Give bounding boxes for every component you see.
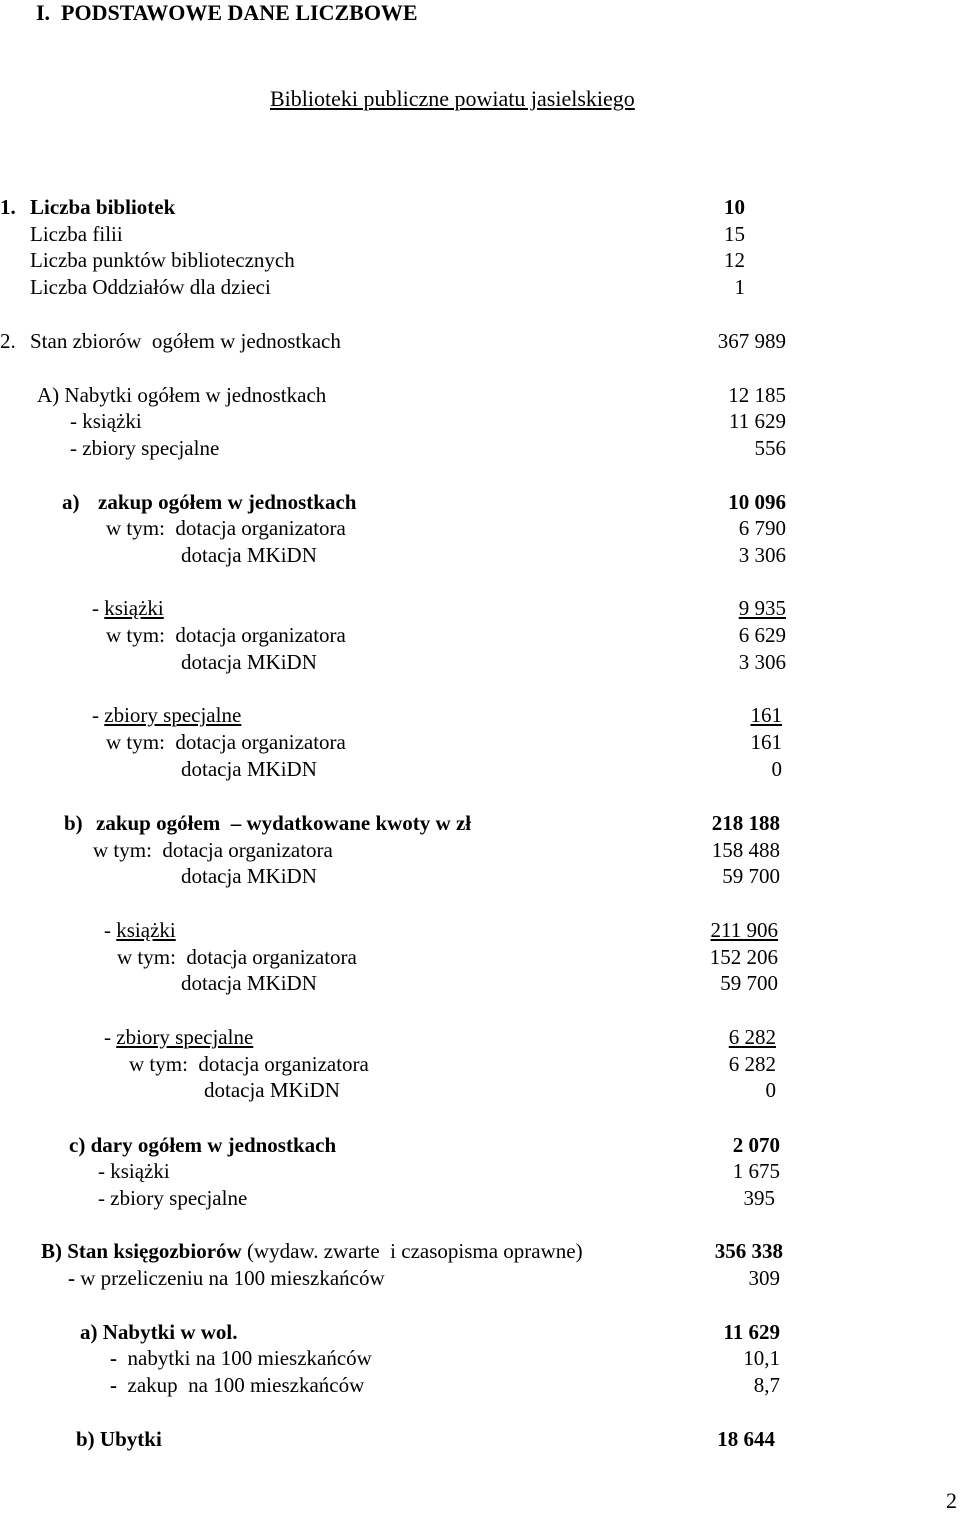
purchase-units-special-mkidn-value: 0 xyxy=(771,757,782,781)
book-stock-per-100-label: w przeliczeniu na 100 mieszkańców xyxy=(75,1266,385,1290)
book-stock-note: (wydaw. zwarte i czasopisma oprawne) xyxy=(241,1239,583,1263)
donations-special-label: - zbiory specjalne xyxy=(98,1186,248,1210)
purchase-per-100-row: - zakup na 100 mieszkańców xyxy=(110,1373,365,1397)
purchase-units-books-organizer-value: 6 629 xyxy=(738,623,786,647)
section-1-number: 1. xyxy=(0,195,16,219)
acquisitions-per-100-value: 10,1 xyxy=(743,1346,780,1370)
purchase-units-value: 10 096 xyxy=(728,490,786,514)
donations-special-value: 395 xyxy=(743,1186,775,1210)
row-label-branches: Liczba filii xyxy=(30,222,123,246)
purchase-units-special-mkidn-label: dotacja MKiDN xyxy=(181,757,317,781)
acquisitions-total-value: 12 185 xyxy=(728,383,786,407)
page-number: 2 xyxy=(946,1488,957,1513)
purchase-units-books-mkidn-label: dotacja MKiDN xyxy=(181,650,317,674)
purchase-per-100-label: zakup na 100 mieszkańców xyxy=(117,1373,365,1397)
purchase-amounts-label: zakup ogółem – wydatkowane kwoty w zł xyxy=(96,811,472,835)
purchase-units-label: zakup ogółem w jednostkach xyxy=(98,490,357,514)
purchase-amounts-special-organizer-label: w tym: dotacja organizatora xyxy=(129,1052,369,1076)
purchase-units-mkidn-value: 3 306 xyxy=(738,543,786,567)
purchase-units-mkidn-label: dotacja MKiDN xyxy=(181,543,317,567)
withdrawals-value: 18 644 xyxy=(717,1427,775,1451)
row-value-libraries: 10 xyxy=(724,195,745,219)
section-2-number: 2. xyxy=(0,329,16,353)
purchase-per-100-value: 8,7 xyxy=(753,1373,780,1397)
purchase-amounts-special-mkidn-value: 0 xyxy=(765,1078,776,1102)
donations-books-label: - książki xyxy=(98,1159,170,1183)
acquisitions-special-value: 556 xyxy=(754,436,786,460)
acquisitions-volumes-label: a) Nabytki w wol. xyxy=(80,1320,238,1344)
purchase-amounts-books-label: książki xyxy=(116,918,176,942)
withdrawals-label: b) Ubytki xyxy=(76,1427,162,1451)
purchase-units-books-label: książki xyxy=(104,596,164,620)
acquisitions-per-100-label: nabytki na 100 mieszkańców xyxy=(117,1346,372,1370)
purchase-units-books-value: 9 935 xyxy=(738,596,786,620)
purchase-amounts-special-label: zbiory specjalne xyxy=(116,1025,254,1049)
purchase-amounts-prefix: b) xyxy=(64,811,83,835)
collection-total-label: Stan zbiorów ogółem w jednostkach xyxy=(30,329,341,353)
purchase-amounts-books-mkidn-label: dotacja MKiDN xyxy=(181,971,317,995)
purchase-amounts-books-mkidn-value: 59 700 xyxy=(720,971,778,995)
purchase-amounts-special-value: 6 282 xyxy=(728,1025,776,1049)
purchase-amounts-organizer-value: 158 488 xyxy=(711,838,780,862)
row-label-library-points: Liczba punktów bibliotecznych xyxy=(30,248,295,272)
purchase-units-special-organizer-value: 161 xyxy=(750,730,782,754)
purchase-units-books-organizer-label: w tym: dotacja organizatora xyxy=(106,623,346,647)
purchase-amounts-special-organizer-value: 6 282 xyxy=(728,1052,776,1076)
acquisitions-total-label: A) Nabytki ogółem w jednostkach xyxy=(37,383,327,407)
book-stock-row xyxy=(41,1241,583,1262)
purchase-amounts-books-value: 211 906 xyxy=(710,918,778,942)
acquisitions-volumes-value: 11 629 xyxy=(723,1320,780,1344)
acquisitions-books-value: 11 629 xyxy=(729,409,786,433)
page-heading: I. PODSTAWOWE DANE LICZBOWE xyxy=(36,0,418,25)
purchase-units-special-row: - zbiory specjalne xyxy=(92,703,242,727)
purchase-amounts-special-mkidn-label: dotacja MKiDN xyxy=(204,1078,340,1102)
acquisitions-per-100-row: - nabytki na 100 mieszkańców xyxy=(110,1346,372,1370)
row-label-libraries: Liczba bibliotek xyxy=(30,195,176,219)
purchase-units-organizer-value: 6 790 xyxy=(738,516,786,540)
row-label-children-departments: Liczba Oddziałów dla dzieci xyxy=(30,275,271,299)
book-stock-label: B) Stan księgozbiorów xyxy=(41,1239,242,1263)
book-stock-per-100-value: 309 xyxy=(748,1266,780,1290)
purchase-amounts-value: 218 188 xyxy=(711,811,780,835)
row-value-branches: 15 xyxy=(724,222,745,246)
purchase-amounts-special-row: - zbiory specjalne xyxy=(104,1025,254,1049)
book-stock-value: 356 338 xyxy=(714,1239,783,1263)
donations-total-label: c) dary ogółem w jednostkach xyxy=(69,1133,337,1157)
purchase-amounts-organizer-label: w tym: dotacja organizatora xyxy=(93,838,333,862)
donations-total-value: 2 070 xyxy=(732,1133,780,1157)
purchase-units-special-value: 161 xyxy=(750,703,782,727)
purchase-units-books-mkidn-value: 3 306 xyxy=(738,650,786,674)
acquisitions-books-label: - książki xyxy=(70,409,142,433)
acquisitions-special-label: - zbiory specjalne xyxy=(70,436,220,460)
purchase-units-special-label: zbiory specjalne xyxy=(104,703,242,727)
purchase-units-organizer-label: w tym: dotacja organizatora xyxy=(106,516,346,540)
donations-books-value: 1 675 xyxy=(732,1159,780,1183)
purchase-units-prefix: a) xyxy=(62,490,80,514)
purchase-amounts-books-organizer-value: 152 206 xyxy=(709,945,778,969)
row-value-children-departments: 1 xyxy=(734,275,745,299)
purchase-amounts-books-organizer-label: w tym: dotacja organizatora xyxy=(117,945,357,969)
purchase-amounts-mkidn-value: 59 700 xyxy=(722,864,780,888)
book-stock-per-100-row: - w przeliczeniu na 100 mieszkańców xyxy=(68,1266,385,1290)
collection-total-value: 367 989 xyxy=(717,329,786,353)
purchase-units-books-row: - książki xyxy=(92,596,164,620)
page-subtitle: Biblioteki publiczne powiatu jasielskiego xyxy=(270,86,635,111)
row-value-library-points: 12 xyxy=(724,248,745,272)
purchase-amounts-mkidn-label: dotacja MKiDN xyxy=(181,864,317,888)
purchase-amounts-books-row: - książki xyxy=(104,918,176,942)
purchase-units-special-organizer-label: w tym: dotacja organizatora xyxy=(106,730,346,754)
